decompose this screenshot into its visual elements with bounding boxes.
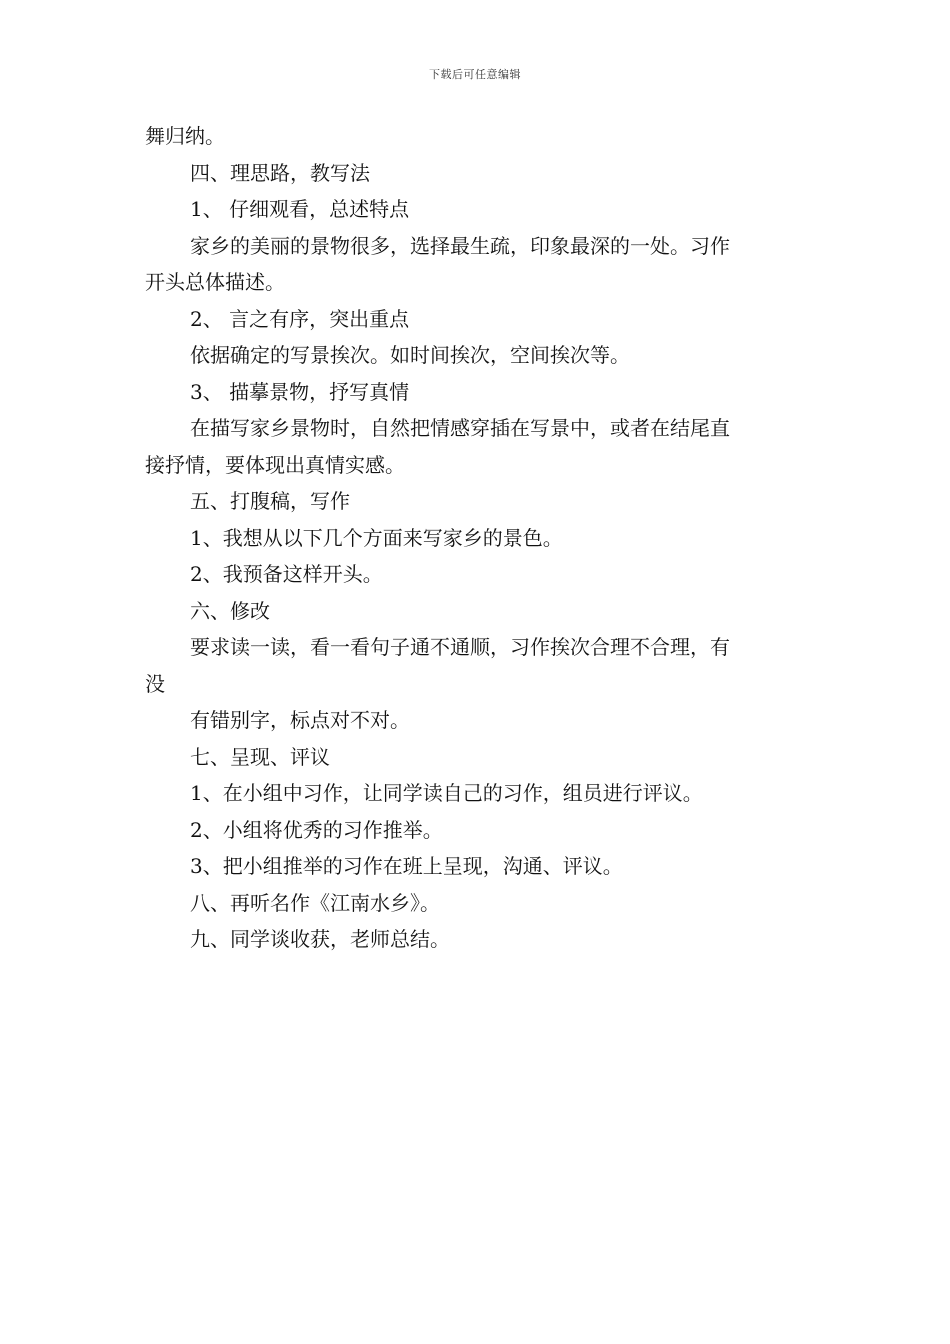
text-line: 接抒情，要体现出真情实感。 [145,452,405,477]
section-heading: 四、理思路，教写法 [190,160,370,185]
section-heading: 六、修改 [190,598,270,623]
list-item: 2、我预备这样开头。 [190,562,383,586]
list-item: 1、我想从以下几个方面来写家乡的景色。 [190,525,563,550]
list-item: 1、 仔细观看，总述特点 [190,197,410,221]
list-item: 3、 描摹景物，抒写真情 [190,379,410,404]
text-line: 有错别字，标点对不对。 [190,708,410,732]
list-item: 2、小组将优秀的习作推举。 [190,817,443,842]
list-item: 2、 言之有序，突出重点 [190,306,410,331]
text-line: 在描写家乡景物时，自然把情感穿插在写景中，或者在结尾直 [190,416,730,440]
text-line: 要求读一读，看一看句子通不通顺，习作挨次合理不合理，有 [190,635,730,659]
page-header: 下载后可任意编辑 [429,68,521,81]
text-line: 家乡的美丽的景物很多，选择最生疏，印象最深的一处。习作 [190,233,730,258]
section-heading: 九、同学谈收获，老师总结。 [190,927,450,951]
document-body [145,118,810,958]
text-line: 没 [145,671,165,696]
text-line: 依据确定的写景挨次。如时间挨次，空间挨次等。 [190,343,630,367]
section-heading: 五、打腹稿，写作 [190,489,350,513]
section-heading: 七、呈现、评议 [190,744,330,769]
text-line: 舞归纳。 [145,124,225,148]
text-line: 开头总体描述。 [145,270,285,294]
section-heading: 八、再听名作《江南水乡》。 [190,890,440,915]
list-item: 1、在小组中习作，让同学读自己的习作，组员进行评议。 [190,781,703,805]
list-item: 3、把小组推举的习作在班上呈现，沟通、评议。 [190,854,623,878]
